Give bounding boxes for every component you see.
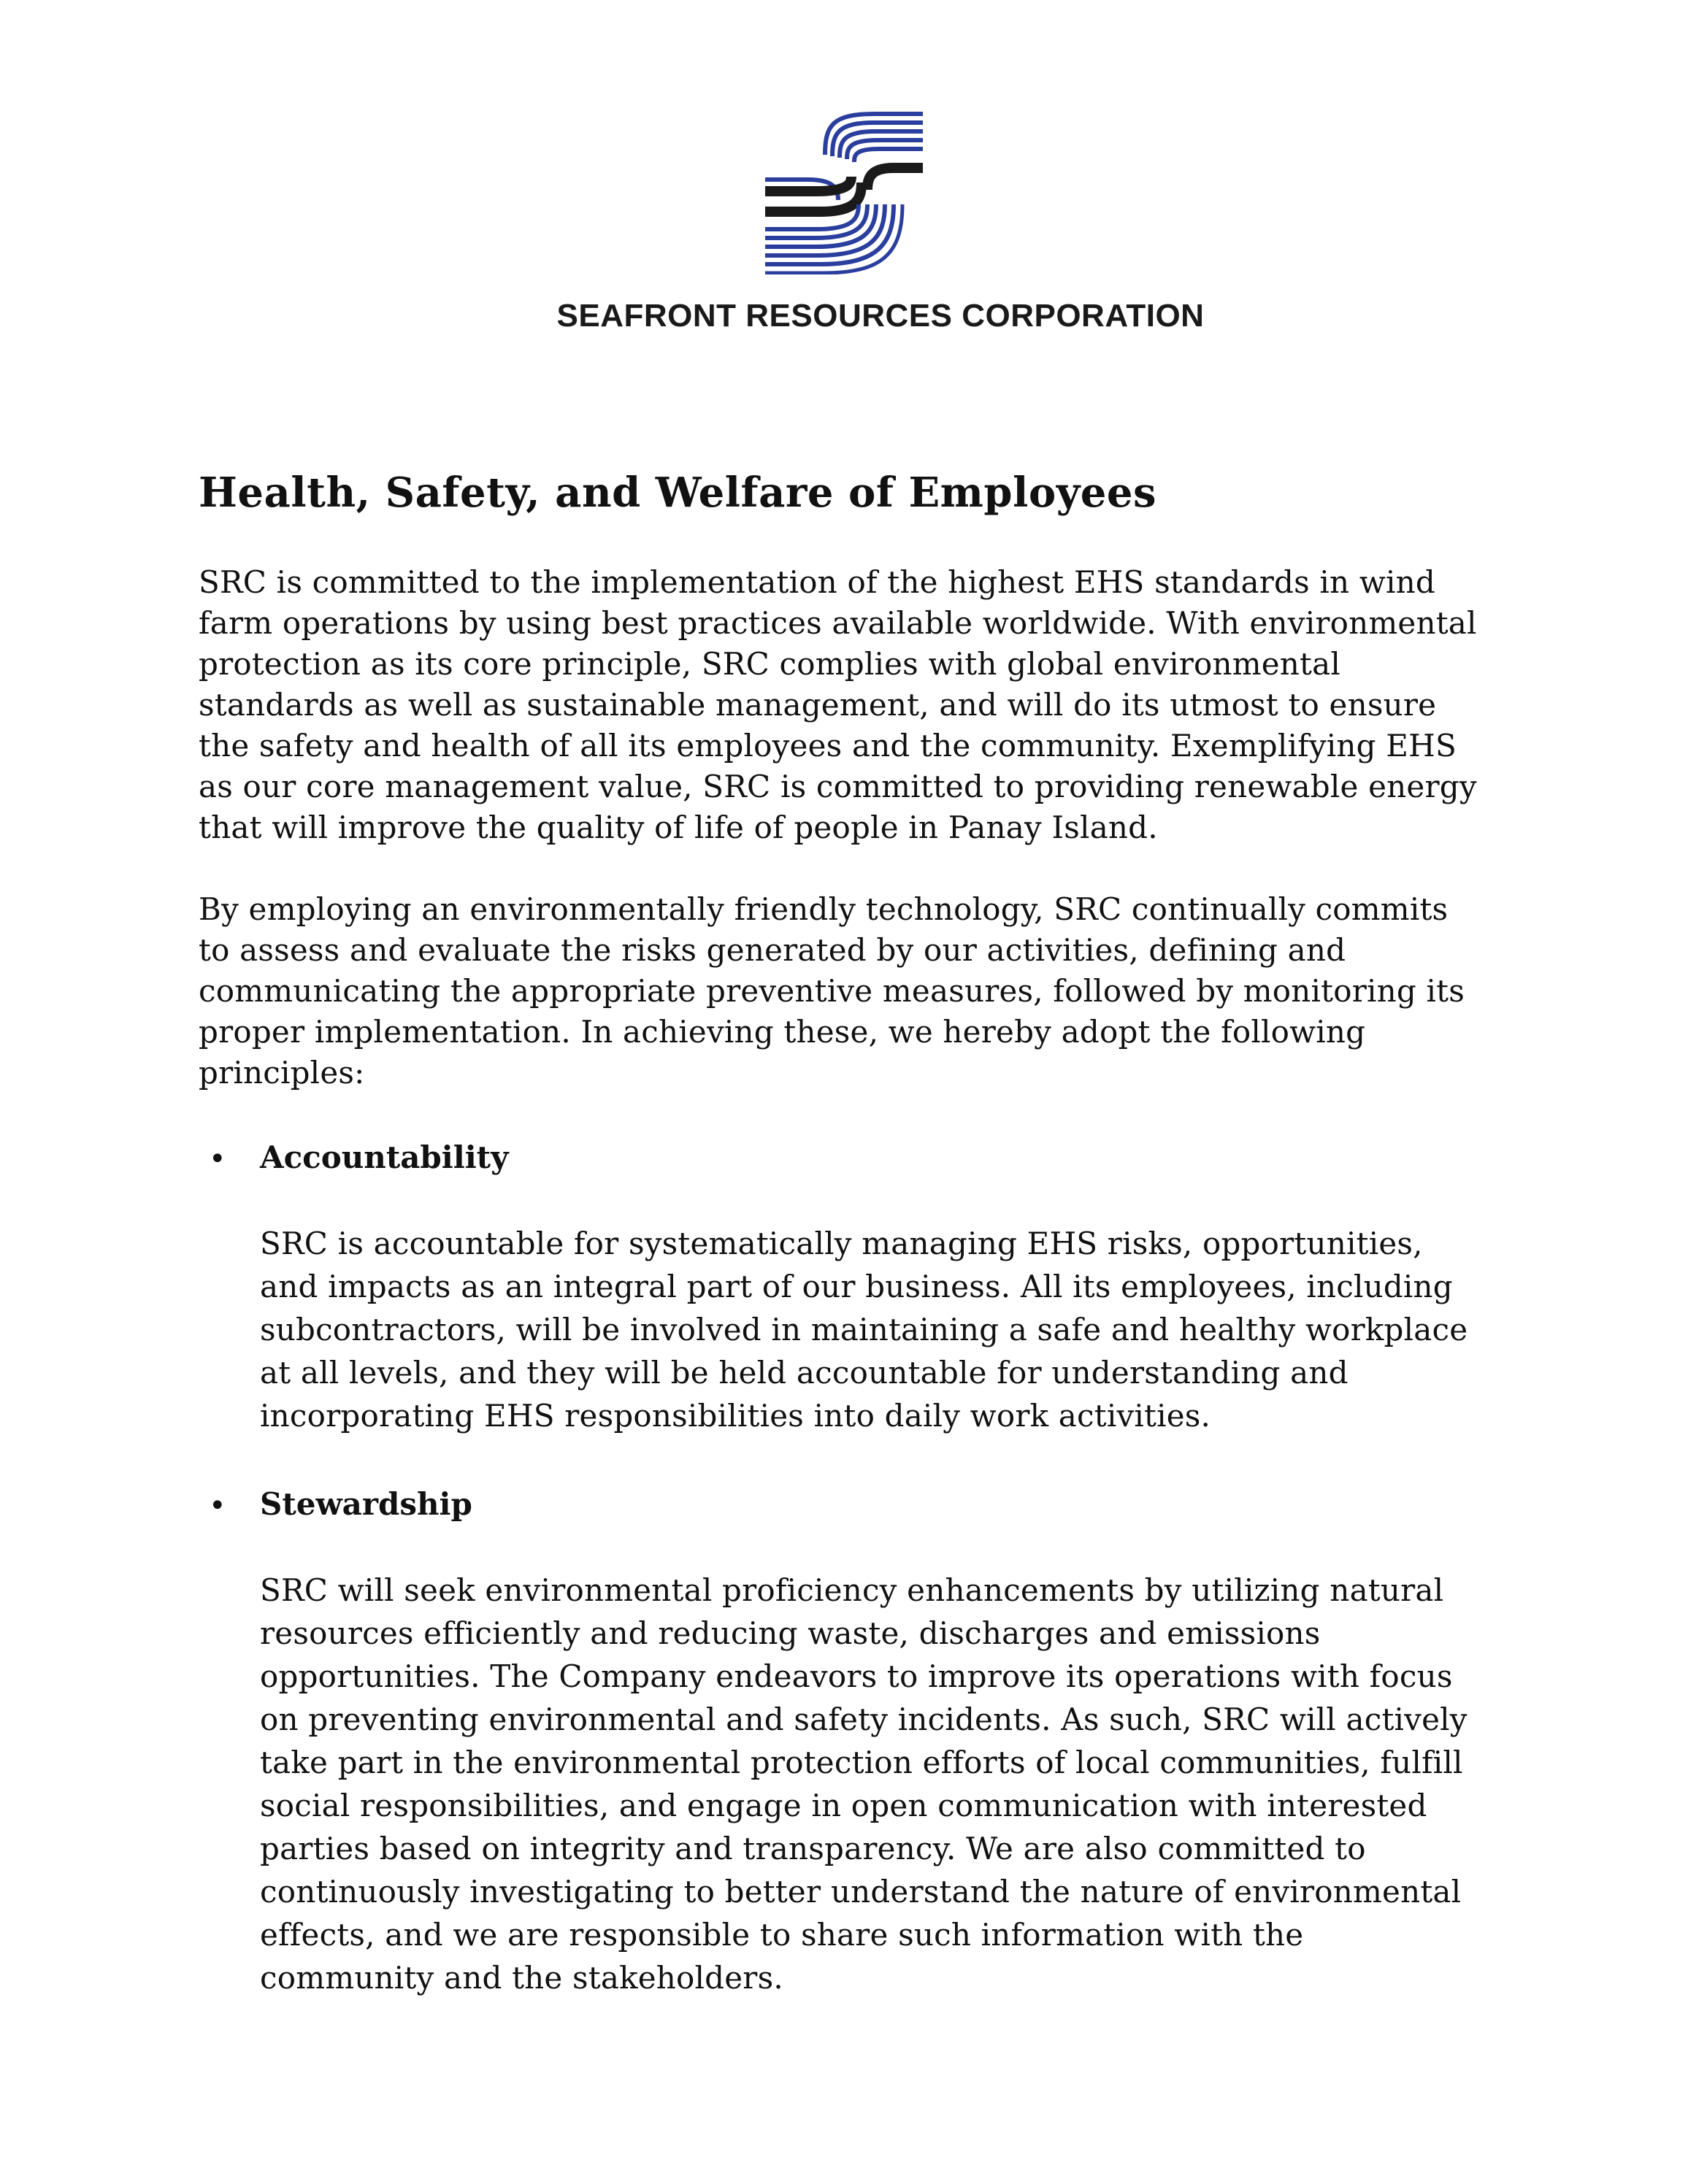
principle-title: Stewardship bbox=[260, 1486, 472, 1522]
principles-list bbox=[199, 1137, 1484, 1999]
bullet-icon: • bbox=[209, 1142, 226, 1176]
principle-stewardship bbox=[199, 1484, 1484, 1999]
company-name: SEAFRONT RESOURCES CORPORATION bbox=[556, 298, 1205, 334]
intro-paragraph: SRC is committed to the implementation of the highest EHS standards in wind farm operations by using best practices available worldwide. With environmental protection as its core principle, SRC complies with global environmental standards as well as sustainable management, and will do its utmost to ensure the safety and health of all its employees and the community. Exemplifying EHS as our core management value, SRC is committed to providing renewable energy that will improve the quality of life of people in Panay Island. bbox=[199, 564, 1477, 845]
page-title: Health, Safety, and Welfare of Employees bbox=[199, 469, 1157, 517]
document-body bbox=[199, 467, 1484, 2046]
principle-body: SRC will seek environmental proficiency enhancements by utilizing natural resources efficiently and reducing waste, discharges and emissions opportunities. The Company endeavors to improve its operations with focus on preventing environmental and safety incidents. As such, SRC will actively take part in the environmental protection efforts of local communities, fulfill social responsibilities, and engage in open communication with interested parties based on integrity and transparency. We are also committed to continuously investigating to better understand the nature of environmental effects, and we are responsible to share such information with the community and the stakeholders. bbox=[260, 1572, 1468, 1996]
bullet-icon: • bbox=[209, 1489, 226, 1523]
principle-body: SRC is accountable for systematically managing EHS risks, opportunities, and impacts as an integral part of our business. All its employees, including subcontractors, will be involved in maintaining a safe and healthy workplace at all levels, and they will be held accountable for understanding and incorporating EHS responsibilities into daily work activities. bbox=[260, 1226, 1468, 1434]
principle-accountability bbox=[199, 1137, 1484, 1437]
wave-s-logo-icon bbox=[765, 109, 923, 274]
company-logo bbox=[0, 109, 1688, 334]
principle-title: Accountability bbox=[260, 1139, 509, 1175]
principles-intro-paragraph: By employing an environmentally friendly technology, SRC continually commits to assess and evaluate the risks generated by our activities, defining and communicating the appropriate preventive measures, followed by monitoring its proper implementation. In achieving these, we hereby adopt the following principles: bbox=[199, 891, 1465, 1091]
